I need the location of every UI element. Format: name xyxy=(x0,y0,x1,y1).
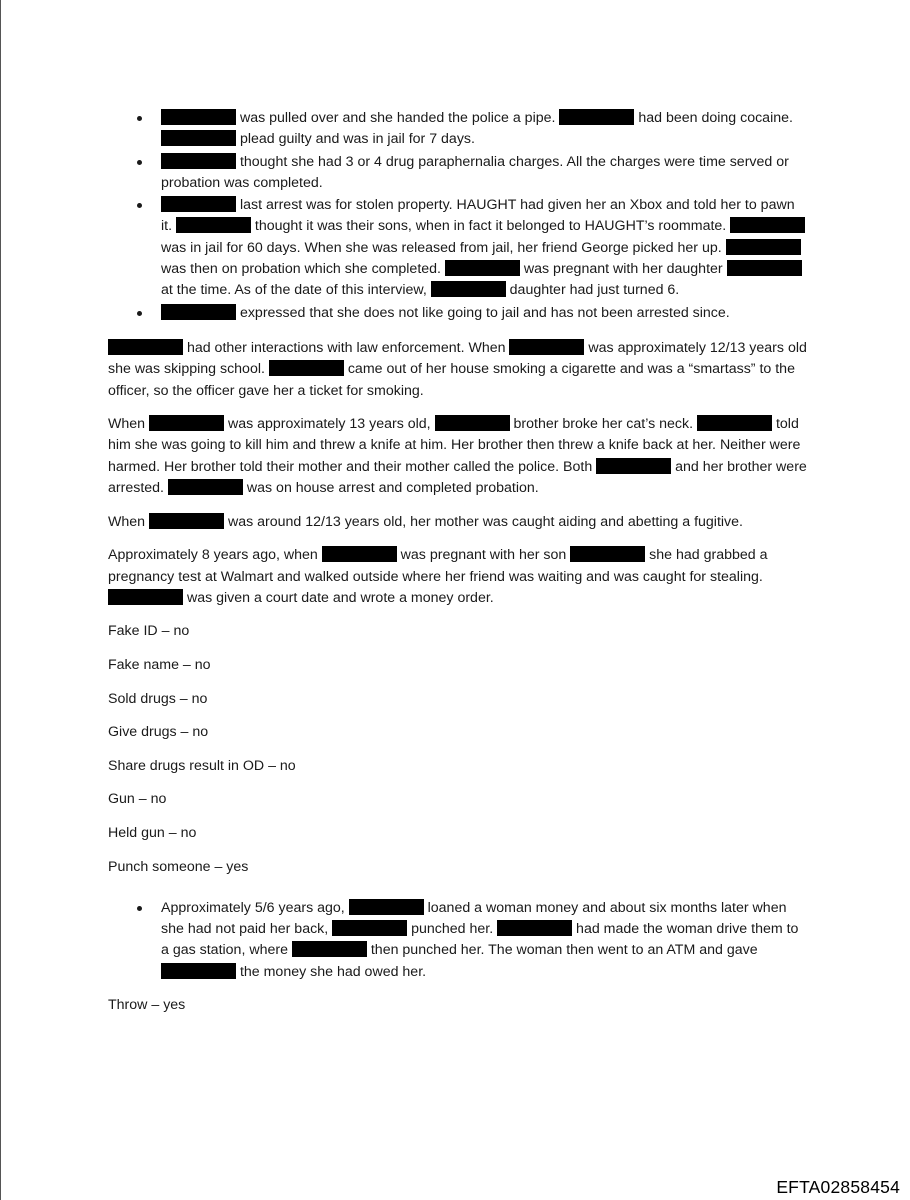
arrest-text: was pulled over and she handed the police a pipe. xyxy=(236,110,560,126)
punch-detail-item xyxy=(108,898,808,983)
paragraph-text: she had grabbed a pregnancy test at Walmart and walked outside where her friend was waiting and was caught for stealing. xyxy=(108,547,768,585)
redaction-box xyxy=(332,920,407,936)
paragraph-text: had other interactions with law enforcement. When xyxy=(183,339,510,356)
paragraph-text: and her brother were arrested. xyxy=(108,458,807,497)
punch-text: loaned a woman money and about six months later when she had not paid her back, xyxy=(161,899,787,938)
qa-line: Gun – no xyxy=(108,791,167,808)
redaction-box xyxy=(161,963,236,979)
paragraph-text: Approximately 8 years ago, when xyxy=(108,547,322,564)
redaction-box xyxy=(431,281,506,297)
redaction-box xyxy=(161,109,236,125)
paragraph-text: was around 12/13 years old, her mother was caught aiding and abetting a fugitive. xyxy=(224,513,743,530)
arrest-text: thought she had 3 or 4 drug paraphernalia charges. All the charges were time served or probation was completed. xyxy=(161,153,789,191)
redaction-box xyxy=(176,217,251,233)
redaction-box xyxy=(559,109,634,125)
arrest-text: plead guilty and was in jail for 7 days. xyxy=(236,131,475,148)
arrest-text: daughter had just turned 6. xyxy=(505,282,680,299)
redaction-box xyxy=(292,941,367,957)
narrative-paragraph xyxy=(108,414,808,499)
qa-line: Sold drugs – no xyxy=(108,690,208,707)
paragraph-text: was given a court date and wrote a money order. xyxy=(183,589,494,606)
redaction-box xyxy=(149,513,224,529)
punch-detail-list xyxy=(108,898,808,983)
arrest-text: last arrest was for stolen property. HAUGHT had given her an Xbox and told her to pawn it. xyxy=(161,197,795,235)
redaction-box xyxy=(161,130,236,146)
redaction-box xyxy=(445,260,520,276)
paragraph-text: was on house arrest and completed probation. xyxy=(242,480,539,497)
qa-line: Punch someone – yes xyxy=(108,858,249,875)
redaction-box xyxy=(322,546,397,562)
paragraph-text: brother broke her cat’s neck. xyxy=(509,416,698,433)
arrest-text: was then on probation which she completed. xyxy=(161,261,445,278)
paragraph-text: came out of her house smoking a cigarette and was a “smartass” to the officer, so the officer gave her a ticket for smoking. xyxy=(108,361,795,399)
arrest-text: had been doing cocaine. xyxy=(634,110,793,126)
punch-text: then punched her. The woman then went to an ATM and gave xyxy=(366,942,758,959)
arrest-text: expressed that she does not like going to jail and has not been arrested since. xyxy=(236,304,730,321)
redaction-box xyxy=(161,196,236,212)
arrest-text: at the time. As of the date of this interview, xyxy=(161,282,431,299)
arrest-text: thought it was their sons, when in fact it belonged to HAUGHT’s roommate. xyxy=(250,218,731,235)
question-answer-list xyxy=(108,621,808,877)
redaction-box xyxy=(161,153,236,169)
paragraph-text: was approximately 13 years old, xyxy=(224,416,435,433)
punch-text: the money she had owed her. xyxy=(236,963,427,980)
redaction-box xyxy=(726,239,801,255)
redaction-box xyxy=(168,479,243,495)
redaction-box xyxy=(497,920,572,936)
qa-line: Fake ID – no xyxy=(108,623,190,640)
punch-text: punched her. xyxy=(407,921,498,938)
paragraph-text: was pregnant with her son xyxy=(396,547,571,564)
arrest-bullet-list xyxy=(108,108,808,324)
redaction-box xyxy=(108,589,183,605)
redaction-box xyxy=(727,260,802,276)
arrest-bullet-item xyxy=(108,108,808,151)
qa-line: Fake name – no xyxy=(108,657,211,674)
document-id: EFTA02858454 xyxy=(776,1177,900,1197)
page-edge xyxy=(0,0,1,1200)
arrest-text: was in jail for 60 days. When she was released from jail, her friend George picked her up. xyxy=(161,239,726,256)
paragraph-text: was approximately 12/13 years old she was skipping school. xyxy=(108,339,807,378)
redaction-box xyxy=(509,339,584,355)
redaction-box xyxy=(697,415,772,431)
narrative-paragraph xyxy=(108,545,808,609)
paragraph-text: When xyxy=(108,513,150,530)
qa-line: Share drugs result in OD – no xyxy=(108,757,296,774)
redaction-box xyxy=(349,899,424,915)
narrative-paragraphs xyxy=(108,338,808,609)
redaction-box xyxy=(161,304,236,320)
qa-line: Held gun – no xyxy=(108,824,197,841)
paragraph-text: When xyxy=(108,416,150,433)
redaction-box xyxy=(570,546,645,562)
redaction-box xyxy=(730,217,805,233)
narrative-paragraph xyxy=(108,338,808,402)
qa-line: Give drugs – no xyxy=(108,724,209,741)
paragraph-text: told him she was going to kill him and threw a knife at him. Her brother then threw a knife back at her. Neither were harmed. Her brother told their mother and their mother called the police. Both xyxy=(108,416,801,475)
redaction-box xyxy=(149,415,224,431)
arrest-bullet-item xyxy=(108,152,808,195)
narrative-paragraph xyxy=(108,512,808,533)
redaction-box xyxy=(435,415,510,431)
redaction-box xyxy=(269,360,344,376)
punch-text: had made the woman drive them to a gas station, where xyxy=(161,921,799,959)
redaction-box xyxy=(108,339,183,355)
arrest-bullet-item xyxy=(108,195,808,301)
punch-text: Approximately 5/6 years ago, xyxy=(161,899,349,916)
redaction-box xyxy=(596,458,671,474)
throw-line: Throw – yes xyxy=(108,997,186,1014)
arrest-text: was pregnant with her daughter xyxy=(519,261,727,278)
arrest-bullet-item xyxy=(108,303,808,324)
document-body xyxy=(108,108,808,1029)
